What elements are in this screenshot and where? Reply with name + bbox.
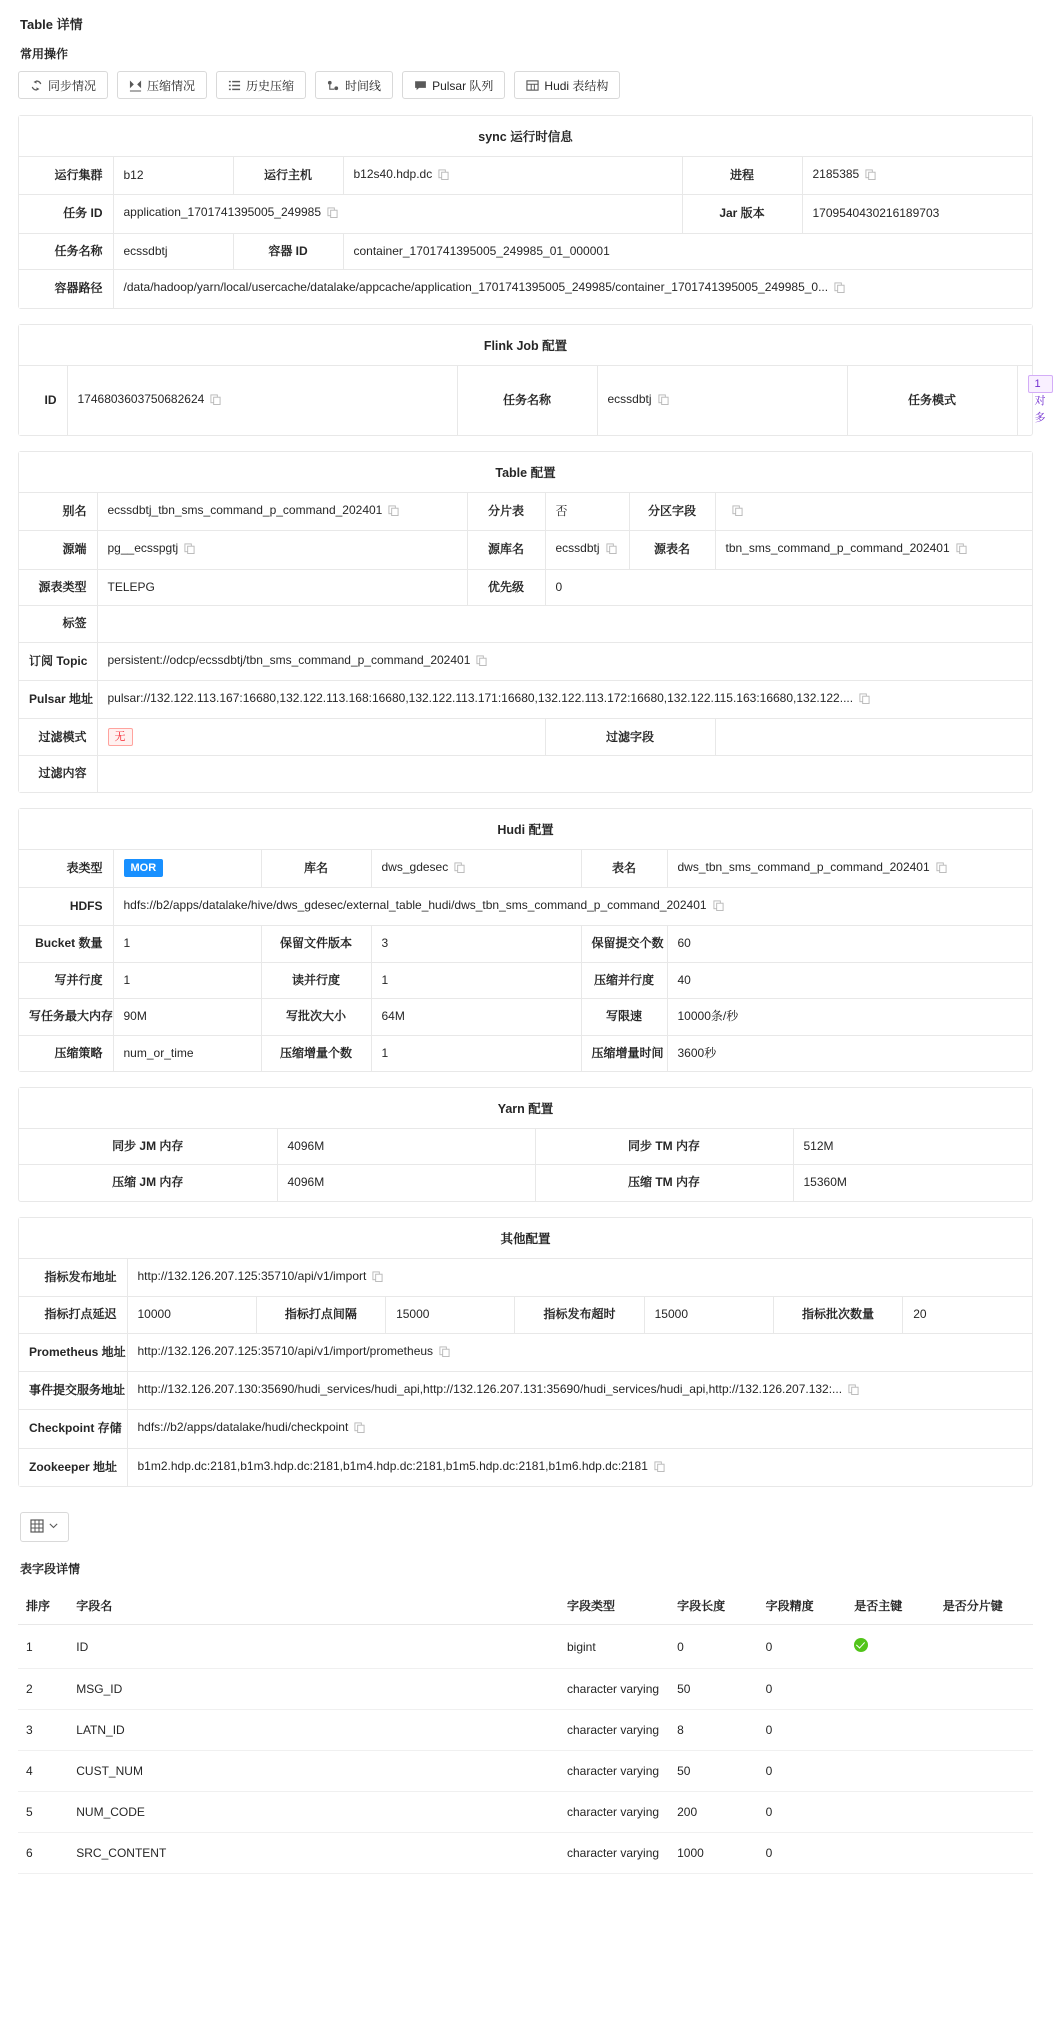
filter-mode-label: 过滤模式 bbox=[19, 719, 97, 756]
table-row bbox=[19, 642, 1032, 680]
metric-delay-value: 10000 bbox=[127, 1297, 256, 1333]
task-id-value: application_1701741395005_249985 bbox=[113, 195, 682, 233]
shard-table-value: 否 bbox=[545, 493, 629, 531]
alias-label: 别名 bbox=[19, 493, 97, 531]
table-row bbox=[19, 888, 1032, 926]
field-is-primary-key bbox=[846, 1625, 935, 1669]
event-submit-label: 事件提交服务地址 bbox=[19, 1371, 127, 1409]
hudi-config-table bbox=[19, 850, 1032, 1071]
field-is-shard-key bbox=[935, 1751, 1033, 1792]
task-name-label: 任务名称 bbox=[19, 233, 113, 269]
toolbar-button-label: Hudi 表结构 bbox=[544, 78, 609, 93]
compact-jm-value: 4096M bbox=[277, 1165, 535, 1201]
field-type: character varying bbox=[559, 1751, 669, 1792]
copy-icon[interactable] bbox=[184, 542, 195, 559]
field-order: 5 bbox=[18, 1792, 68, 1833]
table-row bbox=[19, 1035, 1032, 1071]
field-is-shard-key bbox=[935, 1710, 1033, 1751]
filter-content-label: 过滤内容 bbox=[19, 756, 97, 792]
sync-runtime-title: sync 运行时信息 bbox=[19, 116, 1032, 157]
field-order: 3 bbox=[18, 1710, 68, 1751]
check-icon bbox=[854, 1638, 868, 1652]
process-label: 进程 bbox=[682, 157, 802, 195]
checkpoint-value: hdfs://b2/apps/datalake/hudi/checkpoint bbox=[127, 1410, 1032, 1448]
source-db-label: 源库名 bbox=[467, 531, 545, 569]
field-type: bigint bbox=[559, 1625, 669, 1669]
field-name: MSG_ID bbox=[68, 1669, 559, 1710]
table-row bbox=[19, 270, 1032, 308]
jar-version-value: 1709540430216189703 bbox=[802, 195, 1032, 233]
field-type: character varying bbox=[559, 1792, 669, 1833]
table-row bbox=[19, 1333, 1032, 1371]
compact-tm-value: 15360M bbox=[793, 1165, 1032, 1201]
event-submit-value: http://132.126.207.130:35690/hudi_services/hudi_api,http://132.126.207.131:35690/hudi_services/hudi_api,http://132.126.207.132:... bbox=[127, 1371, 1032, 1409]
message-icon bbox=[414, 79, 427, 92]
field-is-shard-key bbox=[935, 1833, 1033, 1874]
table-type-badge: MOR bbox=[124, 859, 164, 877]
container-path-value: /data/hadoop/yarn/local/usercache/datalake/appcache/application_1701741395005_249985/container_1701741395005_249985_0... bbox=[113, 270, 1032, 308]
table-row bbox=[19, 531, 1032, 569]
field-length: 50 bbox=[669, 1751, 758, 1792]
copy-icon[interactable] bbox=[388, 504, 399, 521]
jar-version-label: Jar 版本 bbox=[682, 195, 802, 233]
container-id-label: 容器 ID bbox=[233, 233, 343, 269]
copy-icon[interactable] bbox=[859, 692, 870, 709]
bucket-count-value: 1 bbox=[113, 926, 261, 962]
field-name: SRC_CONTENT bbox=[68, 1833, 559, 1874]
hudi-hdfs-value: hdfs://b2/apps/datalake/hive/dws_gdesec/external_table_hudi/dws_tbn_sms_command_p_command_202401 bbox=[113, 888, 1032, 926]
priority-label: 优先级 bbox=[467, 569, 545, 605]
copy-icon[interactable] bbox=[956, 542, 967, 559]
column-settings-button[interactable] bbox=[20, 1512, 69, 1542]
topic-value: persistent://odcp/ecssdbtj/tbn_sms_command_p_command_202401 bbox=[97, 642, 1032, 680]
sync-icon bbox=[30, 79, 43, 92]
compact-tm-label: 压缩 TM 内存 bbox=[535, 1165, 793, 1201]
alias-value: ecssdbtj_tbn_sms_command_p_command_202401 bbox=[97, 493, 467, 531]
hudi-db-label: 库名 bbox=[261, 850, 371, 888]
zookeeper-value: b1m2.hdp.dc:2181,b1m3.hdp.dc:2181,b1m4.hdp.dc:2181,b1m5.hdp.dc:2181,b1m6.hdp.dc:2181 bbox=[127, 1448, 1032, 1486]
read-parallel-label: 读并行度 bbox=[261, 962, 371, 998]
hudi-db-value: dws_gdesec bbox=[371, 850, 581, 888]
copy-icon[interactable] bbox=[606, 542, 617, 559]
container-path-label: 容器路径 bbox=[19, 270, 113, 308]
metric-delay-label: 指标打点延迟 bbox=[19, 1297, 127, 1333]
metric-interval-value: 15000 bbox=[386, 1297, 515, 1333]
task-id-label: 任务 ID bbox=[19, 195, 113, 233]
toolbar-button-label: 历史压缩 bbox=[246, 78, 295, 93]
copy-icon[interactable] bbox=[658, 393, 669, 410]
common-operations-label: 常用操作 bbox=[20, 47, 69, 61]
table-config-table bbox=[19, 493, 1032, 792]
table-row bbox=[19, 157, 1032, 195]
keep-file-version-label: 保留文件版本 bbox=[261, 926, 371, 962]
tag-label: 标签 bbox=[19, 606, 97, 642]
copy-icon[interactable] bbox=[454, 861, 465, 878]
other-config-title: 其他配置 bbox=[19, 1218, 1032, 1259]
checkpoint-label: Checkpoint 存储 bbox=[19, 1410, 127, 1448]
prometheus-label: Prometheus 地址 bbox=[19, 1333, 127, 1371]
write-limit-label: 写限速 bbox=[581, 999, 667, 1035]
source-value: pg__ecsspgtj bbox=[97, 531, 467, 569]
copy-icon[interactable] bbox=[865, 168, 876, 185]
field-name: NUM_CODE bbox=[68, 1792, 559, 1833]
keep-commit-label: 保留提交个数 bbox=[581, 926, 667, 962]
toolbar-button-history-compress[interactable] bbox=[216, 71, 306, 99]
source-table-value: tbn_sms_command_p_command_202401 bbox=[715, 531, 1032, 569]
filter-field-value bbox=[715, 719, 1032, 756]
fields-table-header-row bbox=[18, 1587, 1033, 1625]
filter-mode-badge: 无 bbox=[108, 728, 133, 746]
column-header-field-type[interactable]: 字段类型 bbox=[559, 1587, 669, 1625]
compact-jm-label: 压缩 JM 内存 bbox=[19, 1165, 277, 1201]
table-row bbox=[19, 493, 1032, 531]
metric-publish-label: 指标发布地址 bbox=[19, 1259, 127, 1297]
write-parallel-value: 1 bbox=[113, 962, 261, 998]
compress-icon bbox=[129, 79, 142, 92]
hudi-table-type-value bbox=[113, 850, 261, 888]
shard-table-label: 分片表 bbox=[467, 493, 545, 531]
host-value: b12s40.hdp.dc bbox=[343, 157, 682, 195]
table-row bbox=[19, 569, 1032, 605]
pulsar-address-label: Pulsar 地址 bbox=[19, 680, 97, 718]
field-is-primary-key bbox=[846, 1751, 935, 1792]
table-row bbox=[18, 1792, 1033, 1833]
table-row bbox=[19, 680, 1032, 718]
copy-icon[interactable] bbox=[713, 899, 724, 916]
field-precision: 0 bbox=[758, 1625, 847, 1669]
field-name: ID bbox=[68, 1625, 559, 1669]
flink-task-name-value: ecssdbtj bbox=[597, 366, 847, 435]
field-precision: 0 bbox=[758, 1669, 847, 1710]
field-length: 0 bbox=[669, 1625, 758, 1669]
hudi-config-card bbox=[18, 808, 1033, 1072]
partition-field-value bbox=[715, 493, 1032, 531]
table-row bbox=[19, 195, 1032, 233]
source-type-value: TELEPG bbox=[97, 569, 467, 605]
write-batch-label: 写批次大小 bbox=[261, 999, 371, 1035]
table-row bbox=[19, 1165, 1032, 1201]
copy-icon[interactable] bbox=[936, 861, 947, 878]
write-task-mem-label: 写任务最大内存 bbox=[19, 999, 113, 1035]
field-name: LATN_ID bbox=[68, 1710, 559, 1751]
field-length: 200 bbox=[669, 1792, 758, 1833]
toolbar-button-compress-status[interactable] bbox=[117, 71, 207, 99]
toolbar-button-label: 同步情况 bbox=[48, 78, 97, 93]
field-order: 6 bbox=[18, 1833, 68, 1874]
table-row bbox=[19, 962, 1032, 998]
copy-icon[interactable] bbox=[834, 281, 845, 298]
priority-value: 0 bbox=[545, 569, 1032, 605]
copy-icon[interactable] bbox=[654, 1460, 665, 1477]
yarn-config-title: Yarn 配置 bbox=[19, 1088, 1032, 1129]
field-name: CUST_NUM bbox=[68, 1751, 559, 1792]
cluster-value: b12 bbox=[113, 157, 233, 195]
toolbar-button-sync-status[interactable] bbox=[18, 71, 108, 99]
flink-id-label: ID bbox=[19, 366, 67, 435]
metric-timeout-value: 15000 bbox=[644, 1297, 773, 1333]
copy-icon[interactable] bbox=[210, 393, 221, 410]
sync-runtime-card bbox=[18, 115, 1033, 309]
field-is-primary-key bbox=[846, 1792, 935, 1833]
field-precision: 0 bbox=[758, 1792, 847, 1833]
compact-strategy-label: 压缩策略 bbox=[19, 1035, 113, 1071]
filter-content-value bbox=[97, 756, 1032, 792]
field-is-shard-key bbox=[935, 1669, 1033, 1710]
filter-mode-value bbox=[97, 719, 545, 756]
metric-batch-value: 20 bbox=[903, 1297, 1032, 1333]
toolbar-button-pulsar-queue[interactable] bbox=[402, 71, 505, 99]
table-row bbox=[19, 1259, 1032, 1297]
keep-commit-value: 60 bbox=[667, 926, 1032, 962]
field-is-primary-key bbox=[846, 1833, 935, 1874]
table-row bbox=[19, 1297, 1032, 1333]
sync-tm-value: 512M bbox=[803, 1139, 834, 1154]
chevron-down-icon bbox=[48, 1520, 59, 1534]
sync-runtime-table bbox=[19, 157, 1032, 308]
field-type: character varying bbox=[559, 1710, 669, 1751]
task-name-value: ecssdbtj bbox=[113, 233, 233, 269]
copy-icon[interactable] bbox=[732, 504, 743, 521]
copy-icon[interactable] bbox=[438, 168, 449, 185]
field-type: character varying bbox=[559, 1669, 669, 1710]
metric-interval-label: 指标打点间隔 bbox=[256, 1297, 385, 1333]
write-batch-value: 64M bbox=[371, 999, 581, 1035]
partition-field-label: 分区字段 bbox=[629, 493, 715, 531]
column-header-is-primary-key[interactable]: 是否主键 bbox=[846, 1587, 935, 1625]
prometheus-value: http://132.126.207.125:35710/api/v1/import/prometheus bbox=[127, 1333, 1032, 1371]
field-length: 1000 bbox=[669, 1833, 758, 1874]
column-header-field-precision[interactable]: 字段精度 bbox=[758, 1587, 847, 1625]
flink-task-name-label: 任务名称 bbox=[457, 366, 597, 435]
read-parallel-value: 1 bbox=[371, 962, 581, 998]
compact-parallel-label: 压缩并行度 bbox=[581, 962, 667, 998]
compact-delta-time-label: 压缩增量时间 bbox=[581, 1035, 667, 1071]
field-is-shard-key bbox=[935, 1792, 1033, 1833]
field-length: 8 bbox=[669, 1710, 758, 1751]
page-title: Table 详情 bbox=[20, 17, 83, 32]
copy-icon[interactable] bbox=[476, 654, 487, 671]
write-parallel-label: 写并行度 bbox=[19, 962, 113, 998]
field-order: 1 bbox=[18, 1625, 68, 1669]
sync-tm-label: 同步 TM 内存 bbox=[535, 1129, 793, 1165]
field-precision: 0 bbox=[758, 1710, 847, 1751]
table-row bbox=[19, 999, 1032, 1035]
host-label: 运行主机 bbox=[233, 157, 343, 195]
field-is-shard-key bbox=[935, 1625, 1033, 1669]
field-type: character varying bbox=[559, 1833, 669, 1874]
table-row bbox=[19, 926, 1032, 962]
source-type-label: 源表类型 bbox=[19, 569, 97, 605]
table-row bbox=[19, 606, 1032, 642]
toolbar-button-hudi-schema[interactable] bbox=[514, 71, 620, 99]
table-row bbox=[19, 1448, 1032, 1486]
compact-parallel-value: 40 bbox=[667, 962, 1032, 998]
toolbar-button-label: 压缩情况 bbox=[147, 78, 196, 93]
table-config-title: Table 配置 bbox=[19, 452, 1032, 493]
copy-icon[interactable] bbox=[372, 1270, 383, 1287]
hudi-table-label: 表名 bbox=[581, 850, 667, 888]
toolbar-button-label: 时间线 bbox=[345, 78, 382, 93]
copy-icon[interactable] bbox=[848, 1383, 859, 1400]
flink-id-value: 1746803603750682624 bbox=[67, 366, 457, 435]
column-header-field-length[interactable]: 字段长度 bbox=[669, 1587, 758, 1625]
table-row bbox=[19, 1371, 1032, 1409]
timeline-icon bbox=[327, 79, 340, 92]
field-is-primary-key bbox=[846, 1710, 935, 1751]
column-header-field-name[interactable]: 字段名 bbox=[68, 1587, 559, 1625]
fields-table bbox=[18, 1587, 1033, 1874]
other-config-table bbox=[19, 1259, 1032, 1486]
compact-delta-time-value: 3600秒 bbox=[667, 1035, 1032, 1071]
grid-icon bbox=[30, 1519, 44, 1536]
history-list-icon bbox=[228, 79, 241, 92]
zookeeper-label: Zookeeper 地址 bbox=[19, 1448, 127, 1486]
sync-jm-value: 4096M bbox=[277, 1129, 535, 1165]
compact-strategy-value: num_or_time bbox=[113, 1035, 261, 1071]
table-row bbox=[19, 756, 1032, 792]
toolbar bbox=[18, 71, 1033, 99]
field-precision: 0 bbox=[758, 1833, 847, 1874]
cluster-label: 运行集群 bbox=[19, 157, 113, 195]
compact-delta-num-value: 1 bbox=[371, 1035, 581, 1071]
source-table-label: 源表名 bbox=[629, 531, 715, 569]
keep-file-version-value: 3 bbox=[371, 926, 581, 962]
table-row bbox=[18, 1625, 1033, 1669]
flink-task-mode-label: 任务模式 bbox=[847, 366, 1017, 435]
hudi-hdfs-label: HDFS bbox=[19, 888, 113, 926]
compact-delta-num-label: 压缩增量个数 bbox=[261, 1035, 371, 1071]
metric-batch-label: 指标批次数量 bbox=[773, 1297, 902, 1333]
pulsar-address-value: pulsar://132.122.113.167:16680,132.122.113.168:16680,132.122.113.171:16680,132.122.113.172:16680,132.122.115.163:16680,132.122.... bbox=[97, 680, 1032, 718]
field-order: 4 bbox=[18, 1751, 68, 1792]
flink-job-table bbox=[19, 366, 1046, 435]
table-icon bbox=[526, 79, 539, 92]
table-row bbox=[18, 1669, 1033, 1710]
toolbar-button-label: Pulsar 队列 bbox=[432, 78, 494, 93]
bucket-count-label: Bucket 数量 bbox=[19, 926, 113, 962]
column-header-order[interactable]: 排序 bbox=[18, 1587, 68, 1625]
table-row bbox=[19, 719, 1032, 756]
table-row bbox=[18, 1710, 1033, 1751]
flink-job-card bbox=[18, 324, 1046, 436]
hudi-table-type-label: 表类型 bbox=[19, 850, 113, 888]
task-mode-badge: 1对多 bbox=[1028, 375, 1053, 393]
table-row bbox=[18, 1751, 1033, 1792]
other-config-card bbox=[18, 1217, 1033, 1487]
source-db-value: ecssdbtj bbox=[545, 531, 629, 569]
field-order: 2 bbox=[18, 1669, 68, 1710]
table-row bbox=[19, 233, 1032, 269]
column-header-is-shard-key[interactable]: 是否分片键 bbox=[935, 1587, 1033, 1625]
toolbar-button-timeline[interactable] bbox=[315, 71, 393, 99]
yarn-config-table bbox=[19, 1129, 1032, 1201]
copy-icon[interactable] bbox=[439, 1345, 450, 1362]
field-length: 50 bbox=[669, 1669, 758, 1710]
table-row bbox=[19, 366, 1032, 435]
table-row bbox=[19, 1410, 1032, 1448]
copy-icon[interactable] bbox=[327, 206, 338, 223]
filter-field-label: 过滤字段 bbox=[545, 719, 715, 756]
flink-task-mode-value bbox=[1017, 366, 1046, 435]
write-task-mem-value: 90M bbox=[113, 999, 261, 1035]
write-limit-value: 10000条/秒 bbox=[667, 999, 1032, 1035]
field-is-primary-key bbox=[846, 1669, 935, 1710]
tag-value bbox=[97, 606, 1032, 642]
hudi-table-value: dws_tbn_sms_command_p_command_202401 bbox=[667, 850, 1032, 888]
flink-job-title: Flink Job 配置 bbox=[19, 325, 1032, 366]
field-precision: 0 bbox=[758, 1751, 847, 1792]
metric-timeout-label: 指标发布超时 bbox=[515, 1297, 644, 1333]
source-label: 源端 bbox=[19, 531, 97, 569]
table-config-card bbox=[18, 451, 1033, 793]
process-value: 2185385 bbox=[802, 157, 1032, 195]
fields-section-title: 表字段详情 bbox=[20, 1562, 81, 1577]
container-id-value: container_1701741395005_249985_01_000001 bbox=[343, 233, 1032, 269]
sync-jm-label: 同步 JM 内存 bbox=[19, 1129, 277, 1165]
table-row bbox=[19, 1129, 1032, 1165]
topic-label: 订阅 Topic bbox=[19, 642, 97, 680]
hudi-config-title: Hudi 配置 bbox=[19, 809, 1032, 850]
yarn-config-card bbox=[18, 1087, 1033, 1202]
metric-publish-value: http://132.126.207.125:35710/api/v1/import bbox=[127, 1259, 1032, 1297]
table-row bbox=[18, 1833, 1033, 1874]
copy-icon[interactable] bbox=[354, 1421, 365, 1438]
table-row bbox=[19, 850, 1032, 888]
